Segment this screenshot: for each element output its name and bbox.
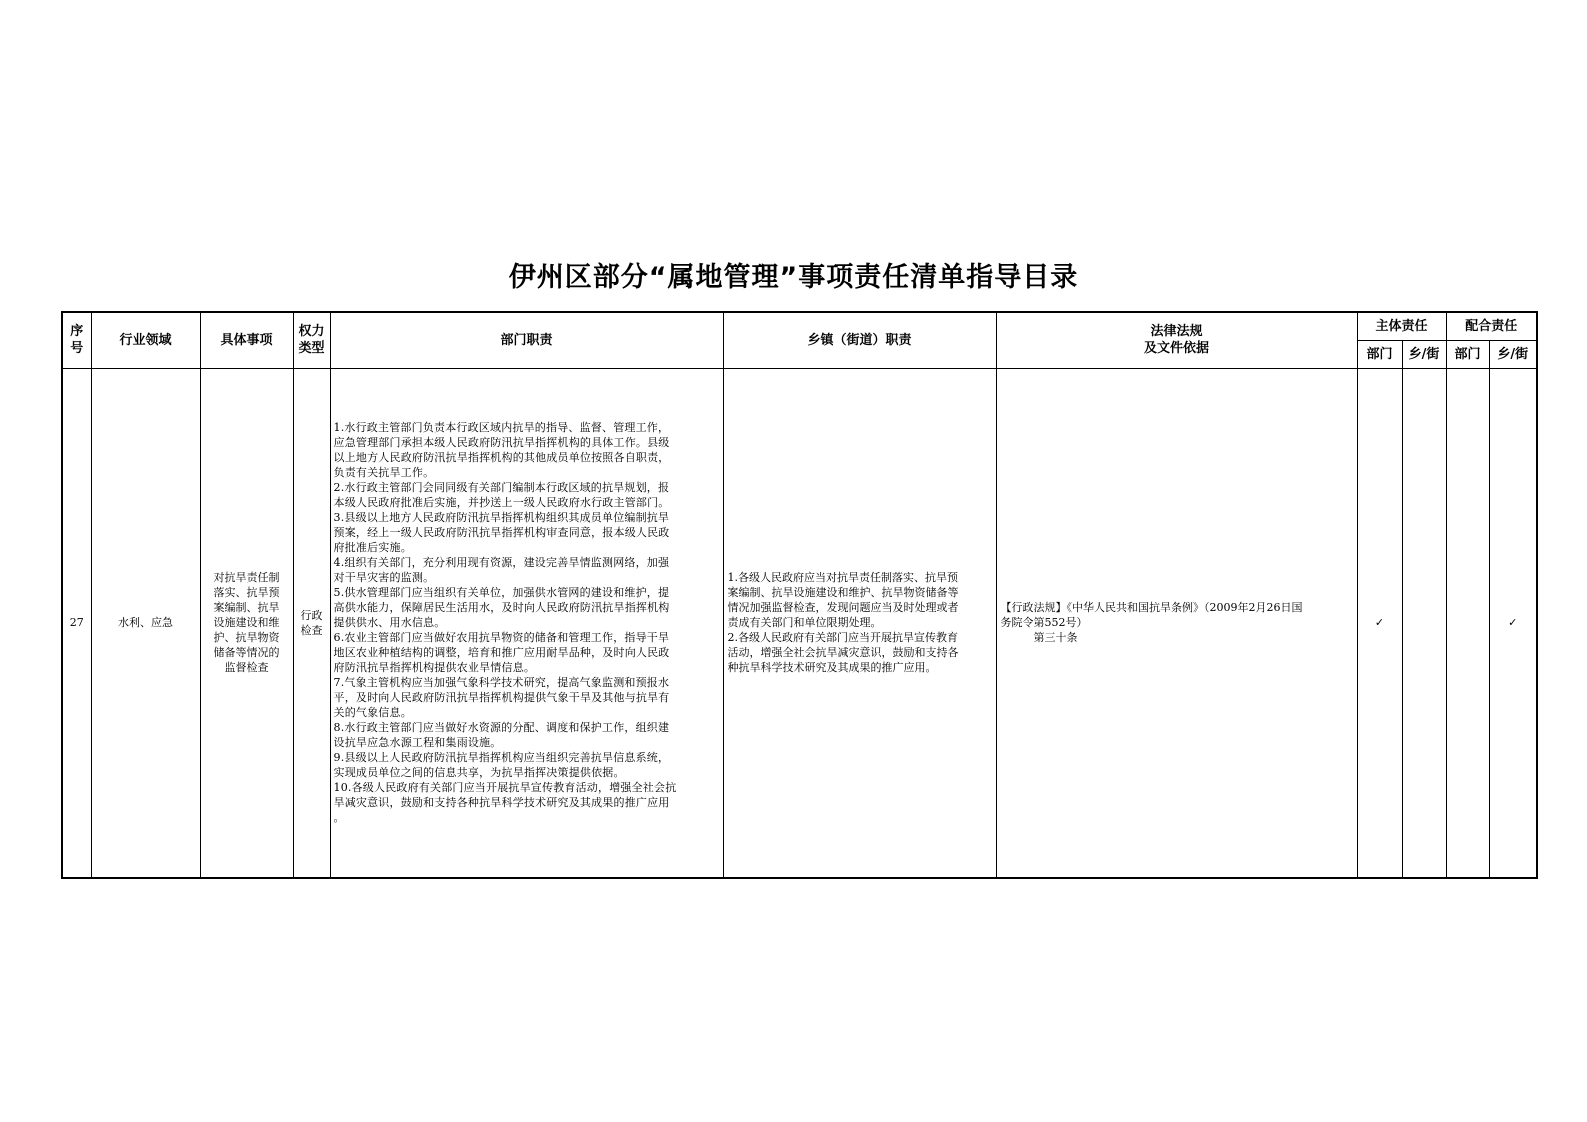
- dept-duty-line: 旱减灾意识，鼓励和支持各种抗旱科学技术研究及其成果的推广应用: [333, 796, 670, 809]
- dept-duty-line: 府防汛抗旱指挥机构提供农业旱情信息。: [333, 661, 536, 674]
- header-town-duty: 乡镇（街道）职责: [723, 312, 996, 368]
- header-law-line2: 及文件依据: [1143, 341, 1209, 357]
- cell-power-type: 行政检查: [293, 368, 330, 878]
- header-seq: 序号: [62, 312, 91, 368]
- header-industry: 行业领域: [91, 312, 200, 368]
- cell-town-duty: [723, 368, 996, 878]
- header-matter: 具体事项: [200, 312, 293, 368]
- header-coop-responsibility: 配合责任: [1446, 312, 1537, 340]
- law-basis-line: 务院令第552号）: [1000, 616, 1088, 629]
- header-power-type: 权力类型: [293, 312, 330, 368]
- cell-coop-dept-check: [1446, 368, 1489, 878]
- cell-coop-town-check: ✓: [1489, 368, 1537, 878]
- dept-duty-line: 10.各级人民政府有关部门应当开展抗旱宣传教育活动，增强全社会抗: [333, 781, 677, 794]
- cell-matter: 对抗旱责任制落实、抗旱预案编制、抗旱设施建设和维护、抗旱物资储备等情况的监督检查: [200, 368, 293, 878]
- law-basis-line: 【行政法规】《中华人民共和国抗旱条例》（2009年2月26日国: [1000, 601, 1303, 614]
- dept-duty-line: 应急管理部门承担本级人民政府防汛抗旱指挥机构的具体工作。县级: [333, 436, 670, 449]
- header-coop-town: 乡/街: [1489, 340, 1537, 368]
- law-basis-line: 第三十条: [1000, 631, 1078, 644]
- dept-duty-line: 地区农业种植结构的调整，培育和推广应用耐旱品种，及时向人民政: [333, 646, 670, 659]
- responsibility-table: [61, 311, 1538, 879]
- dept-duty-line: 4.组织有关部门，充分利用现有资源，建设完善旱情监测网络，加强: [333, 556, 670, 569]
- dept-duty-line: 关的气象信息。: [333, 706, 412, 719]
- header-law-basis: [996, 312, 1357, 368]
- dept-duty-line: 对干旱灾害的监测。: [333, 571, 435, 584]
- dept-duty-line: 2.水行政主管部门会同同级有关部门编制本行政区域的抗旱规划，报: [333, 481, 670, 494]
- dept-duty-line: 8.水行政主管部门应当做好水资源的分配、调度和保护工作，组织建: [333, 721, 670, 734]
- dept-duty-line: 设抗旱应急水源工程和集雨设施。: [333, 736, 502, 749]
- dept-duty-line: 高供水能力，保障居民生活用水，及时向人民政府防汛抗旱指挥机构: [333, 601, 670, 614]
- town-duty-text: [728, 570, 993, 675]
- cell-industry: 水利、应急: [91, 368, 200, 878]
- town-duty-line: 1.各级人民政府应当对抗旱责任制落实、抗旱预: [727, 571, 958, 584]
- header-row-1: [62, 312, 1537, 340]
- cell-law-basis: [996, 368, 1357, 878]
- dept-duty-line: 预案，经上一级人民政府防汛抗旱指挥机构审查同意，报本级人民政: [333, 526, 670, 539]
- dept-duty-text: [334, 420, 721, 825]
- dept-duty-line: 9.县级以上人民政府防汛抗旱指挥机构应当组织完善抗旱信息系统，: [333, 751, 670, 764]
- header-dept-duty: 部门职责: [330, 312, 723, 368]
- dept-duty-line: 以上地方人民政府防汛抗旱指挥机构的其他成员单位按照各自职责，: [333, 451, 670, 464]
- table-row: [62, 368, 1537, 878]
- header-main-dept: 部门: [1357, 340, 1402, 368]
- dept-duty-line: 1.水行政主管部门负责本行政区域内抗旱的指导、监督、管理工作，: [333, 421, 670, 434]
- cell-main-town-check: [1402, 368, 1446, 878]
- page-title: 伊州区部分“属地管理”事项责任清单指导目录: [508, 262, 1079, 293]
- dept-duty-line: 3.县级以上地方人民政府防汛抗旱指挥机构组织其成员单位编制抗旱: [333, 511, 670, 524]
- dept-duty-line: 7.气象主管机构应当加强气象科学技术研究，提高气象监测和预报水: [333, 676, 670, 689]
- town-duty-line: 2.各级人民政府有关部门应当开展抗旱宣传教育: [727, 631, 958, 644]
- town-duty-line: 种抗旱科学技术研究及其成果的推广应用。: [727, 661, 937, 674]
- town-duty-line: 案编制、抗旱设施建设和维护、抗旱物资储备等: [727, 586, 959, 599]
- dept-duty-line: 本级人民政府批准后实施，并抄送上一级人民政府水行政主管部门。: [333, 496, 670, 509]
- dept-duty-line: 提供供水、用水信息。: [333, 616, 446, 629]
- cell-main-dept-check: ✓: [1357, 368, 1402, 878]
- dept-duty-line: 平，及时向人民政府防汛抗旱指挥机构提供气象干旱及其他与抗旱有: [333, 691, 670, 704]
- town-duty-line: 活动，增强全社会抗旱减灾意识，鼓励和支持各: [727, 646, 959, 659]
- town-duty-line: 责成有关部门和单位限期处理。: [727, 616, 882, 629]
- cell-dept-duty: [330, 368, 723, 878]
- dept-duty-line: 负责有关抗旱工作。: [333, 466, 435, 479]
- header-main-town: 乡/街: [1402, 340, 1446, 368]
- cell-seq: 27: [62, 368, 91, 878]
- header-coop-dept: 部门: [1446, 340, 1489, 368]
- dept-duty-line: 实现成员单位之间的信息共享，为抗旱指挥决策提供依据。: [333, 766, 625, 779]
- dept-duty-line: 。: [333, 811, 345, 824]
- town-duty-line: 情况加强监督检查，发现问题应当及时处理或者: [727, 601, 959, 614]
- law-basis-text: [1001, 600, 1353, 645]
- header-main-responsibility: 主体责任: [1357, 312, 1446, 340]
- dept-duty-line: 府批准后实施。: [333, 541, 412, 554]
- dept-duty-line: 5.供水管理部门应当组织有关单位，加强供水管网的建设和维护，提: [333, 586, 670, 599]
- dept-duty-line: 6.农业主管部门应当做好农用抗旱物资的储备和管理工作，指导干旱: [333, 631, 670, 644]
- header-law-line1: 法律法规: [1150, 324, 1203, 340]
